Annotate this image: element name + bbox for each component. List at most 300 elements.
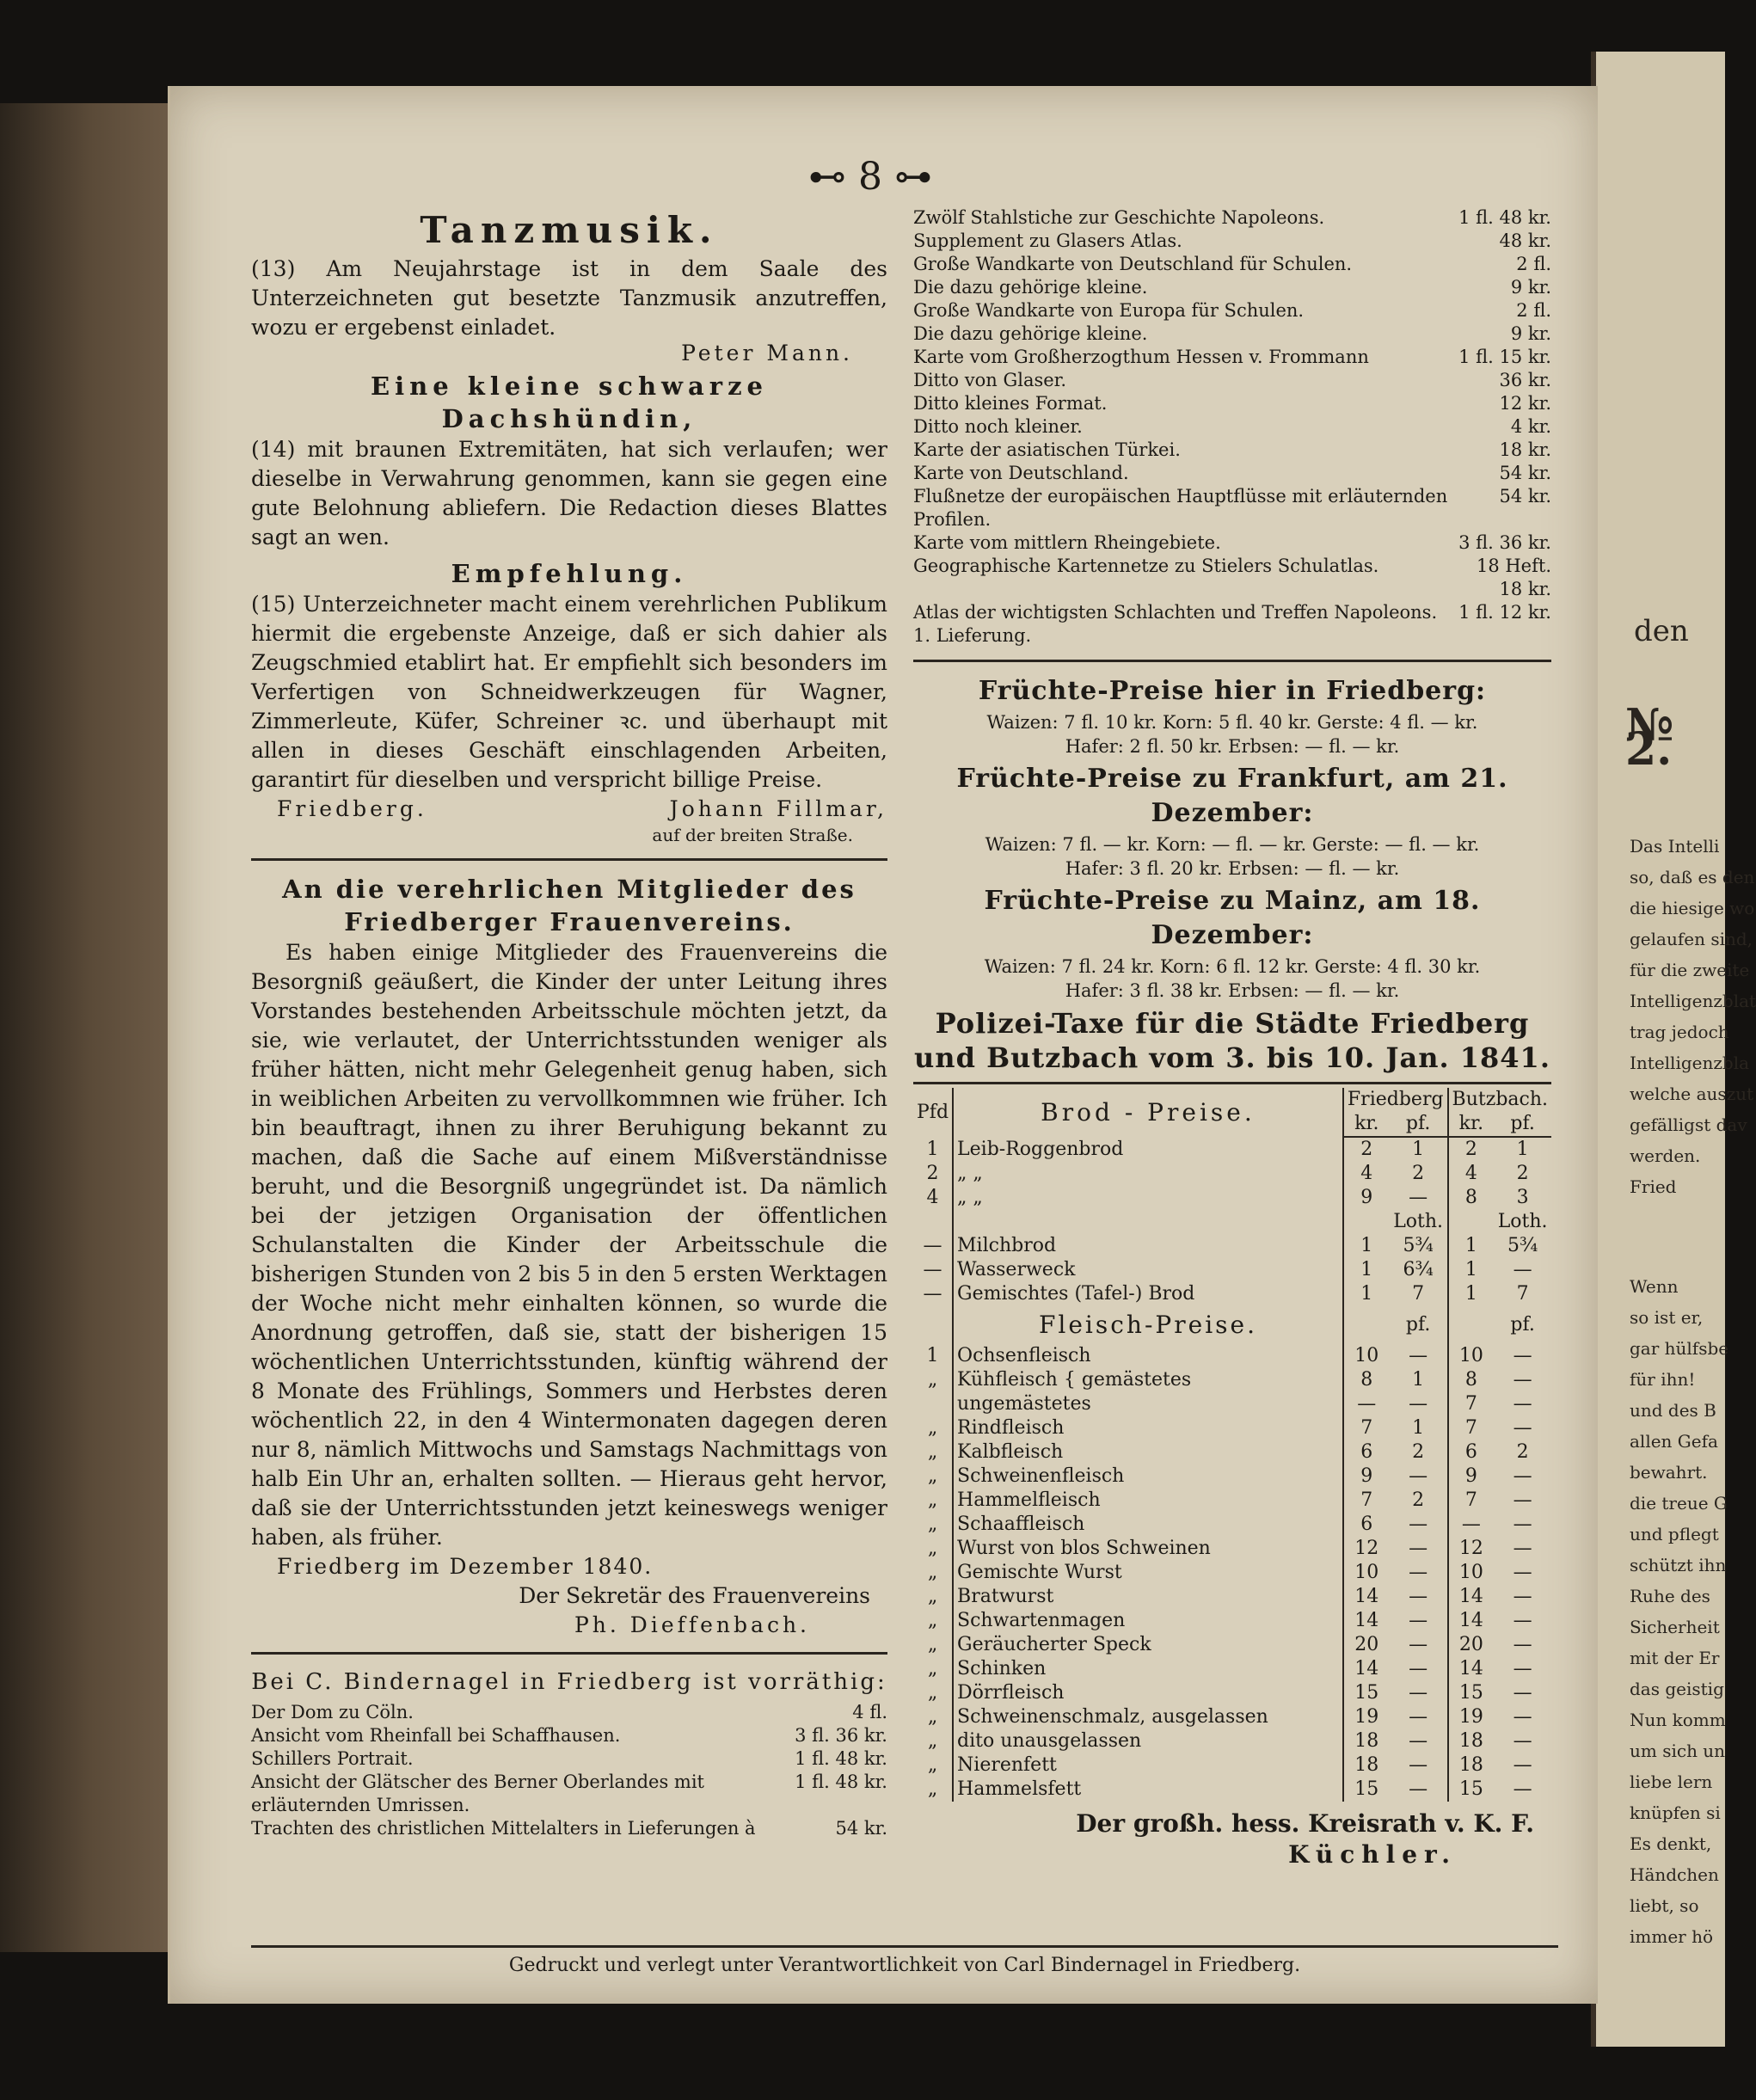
adjacent-text-fragment: werden. — [1630, 1145, 1701, 1166]
row-item: Nierenfett — [953, 1753, 1343, 1778]
row-item: Dörrfleisch — [953, 1681, 1343, 1705]
list-item — [913, 578, 1551, 601]
list-item — [913, 276, 1551, 299]
table-row — [913, 1464, 1551, 1489]
table-row — [913, 1729, 1551, 1753]
row-friedberg-kr: 2 — [1343, 1137, 1390, 1162]
list-item — [913, 415, 1551, 439]
item-name: Atlas der wichtigsten Schlachten und Treffen Napoleons. 1. Lieferung. — [913, 602, 1438, 646]
item-price: 1 fl. 48 kr. — [795, 1748, 887, 1769]
adjacent-text-fragment: welche auszut — [1630, 1084, 1754, 1104]
fruechte-friedberg-line1: Waizen: 7 fl. 10 kr. Korn: 5 fl. 40 kr. Gerste: 4 fl. — kr. — [986, 712, 1478, 733]
row-friedberg-pf: — — [1409, 1538, 1428, 1559]
row-friedberg-kr: 15 — [1343, 1778, 1390, 1802]
adjacent-text-fragment: Sicherheit — [1630, 1617, 1720, 1637]
frauenverein-date: Friedberg im Dezember 1840. — [277, 1554, 654, 1579]
row-friedberg-kr: 1 — [1343, 1258, 1390, 1282]
table-cell — [1343, 1210, 1390, 1234]
adjacent-text-fragment: schützt ihn — [1630, 1555, 1727, 1575]
row-friedberg-kr: 9 — [1343, 1464, 1390, 1489]
row-butzbach-kr: 8 — [1448, 1186, 1495, 1210]
list-item — [251, 1817, 887, 1840]
divider — [913, 1082, 1551, 1084]
bindernagel-ad — [251, 1667, 887, 1840]
fruechte-frankfurt — [913, 762, 1551, 881]
row-item: Wasserweck — [953, 1258, 1343, 1282]
list-item — [913, 531, 1551, 555]
row-butzbach-pf: — — [1513, 1730, 1532, 1752]
row-butzbach-kr: 12 — [1448, 1537, 1495, 1561]
row-butzbach-pf: — — [1513, 1682, 1532, 1704]
row-quantity: „ — [927, 1634, 938, 1655]
row-butzbach-pf: 7 — [1516, 1283, 1529, 1305]
item-price: 9 kr. — [1510, 323, 1551, 344]
item-price: 18 kr. — [1499, 439, 1551, 460]
row-butzbach-pf: — — [1513, 1754, 1532, 1776]
adjacent-text-fragment: knüpfen si — [1630, 1802, 1721, 1823]
row-butzbach-pf: — — [1513, 1417, 1532, 1439]
row-friedberg-kr: 18 — [1343, 1729, 1390, 1753]
row-butzbach-pf: — — [1513, 1514, 1532, 1535]
row-friedberg-pf: — — [1409, 1754, 1428, 1776]
empfehlung-place: Friedberg. — [277, 796, 427, 821]
item-name: Flußnetze der europäischen Hauptflüsse mit erläuternden Profilen. — [913, 486, 1448, 530]
table-row — [913, 1705, 1551, 1729]
row-friedberg-kr: 9 — [1343, 1186, 1390, 1210]
polizei-taxe — [913, 1006, 1551, 1870]
dachshund-text: (14) mit braunen Extremitäten, hat sich verlaufen; wer dieselbe in Verwahrung genommen, kann sie gegen eine gute Belohnung abliefern. Die Redaction dieses Blattes sagt an wen. — [251, 437, 887, 550]
row-butzbach-kr: 1 — [1448, 1258, 1495, 1282]
row-friedberg-kr: 6 — [1343, 1513, 1390, 1537]
row-butzbach-kr: 18 — [1448, 1729, 1495, 1753]
row-friedberg-kr: 7 — [1343, 1489, 1390, 1513]
item-price: 18 kr. — [1499, 579, 1551, 599]
row-butzbach-pf: — — [1513, 1706, 1532, 1728]
item-name: Karte vom Großherzogthum Hessen v. Frommann — [913, 347, 1369, 367]
row-butzbach-kr: 14 — [1448, 1585, 1495, 1609]
header-pf: pf. — [1390, 1112, 1448, 1137]
table-row — [913, 1137, 1551, 1162]
header-pfd: Pfd — [917, 1101, 949, 1123]
table-row — [913, 1778, 1551, 1802]
row-quantity: „ — [927, 1610, 938, 1631]
table-row — [913, 1633, 1551, 1657]
row-butzbach-kr: 20 — [1448, 1633, 1495, 1657]
row-quantity: „ — [927, 1562, 938, 1583]
item-price: 2 fl. — [1516, 254, 1551, 274]
table-row — [913, 1561, 1551, 1585]
row-quantity: „ — [927, 1465, 938, 1487]
list-item — [251, 1747, 887, 1771]
item-name: Supplement zu Glasers Atlas. — [913, 230, 1182, 251]
row-friedberg-kr: 1 — [1343, 1234, 1390, 1258]
empfehlung-signature — [251, 795, 887, 824]
row-item: „ „ — [953, 1186, 1343, 1210]
row-quantity: 1 — [926, 1138, 939, 1160]
row-quantity: „ — [927, 1778, 938, 1800]
table-row — [913, 1585, 1551, 1609]
list-item — [913, 369, 1551, 392]
row-butzbach-kr: 1 — [1448, 1282, 1495, 1306]
list-item — [251, 1771, 887, 1817]
header-pf: pf. — [1494, 1112, 1551, 1137]
row-butzbach-kr: 10 — [1448, 1344, 1495, 1368]
row-friedberg-pf: 2 — [1412, 1441, 1425, 1463]
bindernagel-title: Bei C. Bindernagel in Friedberg ist vorräthig: — [251, 1669, 887, 1695]
row-item: Rindfleisch — [953, 1416, 1343, 1440]
row-butzbach-pf: — — [1513, 1393, 1532, 1415]
row-quantity: „ — [927, 1682, 938, 1704]
table-row — [913, 1234, 1551, 1258]
fruechte-frankfurt-title: Früchte-Preise zu Frankfurt, am 21. Dezember: — [956, 764, 1508, 828]
row-item: „ „ — [953, 1162, 1343, 1186]
item-name: Geographische Kartennetze zu Stielers Schulatlas. — [913, 556, 1379, 576]
row-butzbach-kr: 14 — [1448, 1609, 1495, 1633]
table-row — [913, 1753, 1551, 1778]
row-item: Geräucherter Speck — [953, 1633, 1343, 1657]
adjacent-text-fragment: so ist er, — [1630, 1307, 1704, 1328]
row-friedberg-kr: 7 — [1343, 1416, 1390, 1440]
row-butzbach-pf: — — [1513, 1658, 1532, 1679]
frauenverein-sign1: Der Sekretär des Frauenvereins — [519, 1583, 870, 1608]
item-price: 1 fl. 48 kr. — [1458, 207, 1551, 228]
row-quantity: „ — [927, 1538, 938, 1559]
fleisch-title: Fleisch-Preise. — [953, 1306, 1343, 1344]
price-table — [913, 1088, 1551, 1802]
adjacent-text-fragment: mit der Er — [1630, 1648, 1720, 1668]
row-item: ungemästetes — [953, 1392, 1343, 1416]
table-row — [913, 1392, 1551, 1416]
row-friedberg-pf: 2 — [1412, 1163, 1425, 1184]
row-item: Schinken — [953, 1657, 1343, 1681]
row-butzbach-pf: 1 — [1516, 1139, 1529, 1160]
item-name: Der Dom zu Cöln. — [251, 1702, 414, 1722]
list-item — [913, 555, 1551, 578]
table-row — [913, 1416, 1551, 1440]
row-butzbach-pf: — — [1513, 1465, 1532, 1487]
fruechte-friedberg-line2: Hafer: 2 fl. 50 kr. Erbsen: — fl. — kr. — [1065, 736, 1400, 757]
page-number: ⊷ 8 ⊶ — [808, 155, 932, 199]
adjacent-text-fragment: liebe lern — [1630, 1771, 1713, 1792]
frauenverein-sign2: Ph. Dieffenbach. — [574, 1612, 810, 1637]
item-name: Ditto kleines Format. — [913, 393, 1108, 414]
tanzmusik-text: (13) Am Neujahrstage ist in dem Saale des Unterzeichneten gut besetzte Tanzmusik anzutreffen, wozu er ergebenst einladet. — [251, 256, 887, 340]
row-item: Kalbfleisch — [953, 1440, 1343, 1464]
row-item: Schwartenmagen — [953, 1609, 1343, 1633]
row-item: Bratwurst — [953, 1585, 1343, 1609]
taxe-sign1: Der großh. hess. Kreisrath v. K. F. — [1076, 1809, 1534, 1838]
row-friedberg-pf: — — [1409, 1706, 1428, 1728]
header-kr: kr. — [1343, 1112, 1390, 1137]
adjacent-text-fragment: Händchen — [1630, 1864, 1719, 1885]
header-pf: pf. — [1405, 1314, 1431, 1336]
taxe-sign2: Küchler. — [1288, 1840, 1457, 1869]
table-row — [913, 1609, 1551, 1633]
row-quantity: „ — [927, 1754, 938, 1776]
table-row — [913, 1513, 1551, 1537]
row-quantity: 1 — [926, 1345, 939, 1366]
header-kr: kr. — [1448, 1112, 1495, 1137]
fruechte-mainz-line2: Hafer: 3 fl. 38 kr. Erbsen: — fl. — kr. — [1065, 980, 1400, 1001]
row-butzbach-pf: — — [1513, 1538, 1532, 1559]
row-friedberg-kr: 8 — [1343, 1368, 1390, 1392]
adjacent-text-fragment: für ihn! — [1630, 1369, 1696, 1390]
dachshund-title: Eine kleine schwarze Dachshündin, — [371, 371, 768, 433]
row-item: Milchbrod — [953, 1234, 1343, 1258]
row-butzbach-pf: 5¾ — [1507, 1235, 1538, 1256]
row-quantity: „ — [927, 1658, 938, 1679]
header-butzbach: Butzbach. — [1448, 1088, 1551, 1112]
adjacent-text-fragment: um sich un — [1630, 1741, 1726, 1761]
fruechte-frankfurt-line2: Hafer: 3 fl. 20 kr. Erbsen: — fl. — kr. — [1065, 858, 1400, 879]
row-butzbach-pf: 2 — [1516, 1163, 1529, 1184]
row-butzbach-kr: 9 — [1448, 1464, 1495, 1489]
row-quantity: „ — [927, 1706, 938, 1728]
row-quantity: — — [923, 1235, 942, 1256]
empfehlung-sign-sub: auf der breiten Straße. — [652, 825, 853, 845]
row-friedberg-kr: 4 — [1343, 1162, 1390, 1186]
adjacent-text-fragment: bewahrt. — [1630, 1462, 1708, 1483]
row-item: dito unausgelassen — [953, 1729, 1343, 1753]
empfehlung-text: (15) Unterzeichneter macht einem verehrlichen Publikum hiermit die ergebenste Anzeige, daß er sich dahier als Zeugschmied etablirt hat. Er empfiehlt sich besonders im Verfertigen von Schneidwerkzeugen für Wagner, Zimmerleute, Küfer, Schreiner ꝛc. und überhaupt mit allen in dieses Geschäft einschlagenden Arbeiten, garantirt für dieselben und verspricht billige Preise. — [251, 592, 887, 792]
dachshund-notice — [251, 370, 887, 552]
table-row — [913, 1440, 1551, 1464]
row-butzbach-kr: — — [1448, 1513, 1495, 1537]
row-butzbach-kr: 14 — [1448, 1657, 1495, 1681]
row-butzbach-pf: — — [1513, 1778, 1532, 1800]
row-item: Gemischte Wurst — [953, 1561, 1343, 1585]
list-item — [251, 1701, 887, 1724]
table-cell — [913, 1210, 953, 1234]
adjacent-issue-number: № 2. — [1625, 699, 1674, 776]
taxe-title: Polizei-Taxe für die Städte Friedberg und Butzbach vom 3. bis 10. Jan. 1841. — [914, 1007, 1550, 1074]
row-quantity: „ — [927, 1489, 938, 1511]
frauenverein-title: An die verehrlichen Mitglieder des Friedberger Frauenvereins. — [282, 875, 857, 936]
item-name: Ditto von Glaser. — [913, 370, 1067, 390]
empfehlung-title: Empfehlung. — [451, 559, 688, 588]
item-name: Die dazu gehörige kleine. — [913, 323, 1148, 344]
row-friedberg-pf: 7 — [1412, 1283, 1425, 1305]
row-friedberg-kr: 14 — [1343, 1657, 1390, 1681]
item-name: Karte der asiatischen Türkei. — [913, 439, 1181, 460]
row-friedberg-kr: 10 — [1343, 1344, 1390, 1368]
bindernagel-item-list — [251, 1701, 887, 1840]
adjacent-text-fragment: gefälligst dav — [1630, 1114, 1747, 1135]
row-butzbach-kr: 6 — [1448, 1440, 1495, 1464]
row-item: Hammelsfett — [953, 1778, 1343, 1802]
loth-label: Loth. — [1497, 1211, 1548, 1232]
row-friedberg-pf: 1 — [1412, 1139, 1425, 1160]
table-row — [913, 1489, 1551, 1513]
row-friedberg-pf: — — [1409, 1610, 1428, 1631]
row-friedberg-pf: — — [1409, 1393, 1428, 1415]
row-friedberg-kr: 20 — [1343, 1633, 1390, 1657]
item-name: Schillers Portrait. — [251, 1748, 414, 1769]
row-quantity: 2 — [926, 1163, 939, 1184]
adjacent-text-fragment: Nun komm — [1630, 1710, 1726, 1730]
fleisch-header-row — [913, 1306, 1551, 1344]
row-item: Wurst von blos Schweinen — [953, 1537, 1343, 1561]
list-item — [913, 322, 1551, 346]
adjacent-text-fragment: Intelligenzbla — [1630, 1053, 1750, 1073]
item-name: Trachten des christlichen Mittelalters in Lieferungen à — [251, 1818, 756, 1839]
list-item — [913, 485, 1551, 531]
divider — [251, 858, 887, 861]
item-price: 3 fl. 36 kr. — [795, 1725, 887, 1746]
row-quantity: „ — [927, 1730, 938, 1752]
adjacent-text-fragment: und pflegt — [1630, 1524, 1719, 1544]
frauenverein-text: Es haben einige Mitglieder des Frauenvereins die Besorgniß geäußert, die Kinder der unter Leitung ihres Vorstandes bestehenden Arbeitsschule möchten jetzt, da sie, wie verlautet, der Unterrichtsstunden weniger als früher hätten, nicht mehr Gelegenheit genug haben, sich in weiblichen Arbeiten zu vervollkommnen wie früher. Ich bin beauftragt, ihnen zu ihrer Beruhigung bekannt zu machen, daß die Sache auf einem Mißverständnisse beruht, und die Besorgniß ungegründet ist. Da nämlich bei der jetzigen Organisation der öffentlichen Schulanstalten die Kinder der Arbeitsschule die bisherigen Stunden von 2 bis 5 in den 5 ersten Werktagen der Woche nicht mehr einhalten können, so wurde die Anordnung getroffen, daß sie, statt der bisherigen 15 wöchentlichen Unterrichtsstunden, künftig während der 8 Monate des Frühlings, Sommers und Herbstes deren wöchentlich 22, in den 4 Wintermonaten dagegen deren nur 8, nämlich Mittwochs und Samstags Nachmittags von halb Ein Uhr an, erhalten sollten. — Hieraus geht hervor, daß sie der Unterrichtsstunden jetzt keineswegs weniger haben, als früher. — [251, 940, 887, 1550]
item-price: 3 fl. 36 kr. — [1458, 532, 1551, 553]
row-friedberg-kr: 15 — [1343, 1681, 1390, 1705]
item-name: Ditto noch kleiner. — [913, 416, 1083, 437]
row-friedberg-pf: — — [1409, 1634, 1428, 1655]
row-friedberg-pf: — — [1409, 1658, 1428, 1679]
adjacent-text-fragment: trag jedoch — [1630, 1022, 1729, 1042]
row-quantity: „ — [927, 1514, 938, 1535]
frauenverein-notice — [251, 873, 887, 1640]
item-name: Karte vom mittlern Rheingebiete. — [913, 532, 1221, 553]
row-quantity: „ — [927, 1369, 938, 1391]
row-butzbach-kr: 15 — [1448, 1778, 1495, 1802]
row-butzbach-pf: — — [1513, 1562, 1532, 1583]
row-friedberg-pf: — — [1409, 1682, 1428, 1704]
adjacent-text-fragment: Intelligenzblat — [1630, 991, 1756, 1011]
row-butzbach-kr: 18 — [1448, 1753, 1495, 1778]
item-price: 2 fl. — [1516, 300, 1551, 321]
item-price: 48 kr. — [1499, 230, 1551, 251]
adjacent-text-fragment: Wenn — [1630, 1276, 1679, 1297]
header-friedberg: Friedberg — [1343, 1088, 1448, 1112]
table-row — [913, 1210, 1551, 1234]
row-friedberg-kr: 19 — [1343, 1705, 1390, 1729]
row-butzbach-kr: 7 — [1448, 1392, 1495, 1416]
table-row — [913, 1282, 1551, 1306]
header-pf: pf. — [1510, 1314, 1535, 1336]
row-butzbach-kr: 2 — [1448, 1137, 1495, 1162]
list-item — [913, 346, 1551, 369]
row-quantity: — — [923, 1283, 942, 1305]
loth-label: Loth. — [1393, 1211, 1444, 1232]
row-butzbach-kr: 19 — [1448, 1705, 1495, 1729]
row-friedberg-kr: 10 — [1343, 1561, 1390, 1585]
row-friedberg-pf: 6¾ — [1403, 1259, 1434, 1280]
list-item — [913, 253, 1551, 276]
row-friedberg-kr: 12 — [1343, 1537, 1390, 1561]
adjacent-text-fragment: für die zweite — [1630, 960, 1750, 980]
adjacent-heading: den — [1634, 614, 1689, 648]
table-row — [913, 1657, 1551, 1681]
empfehlung-sign: Johann Fillmar, — [669, 796, 887, 821]
list-item — [913, 462, 1551, 485]
tanzmusik-sign: Peter Mann. — [681, 341, 853, 365]
row-friedberg-kr: 14 — [1343, 1609, 1390, 1633]
table-row — [913, 1186, 1551, 1210]
item-price: 4 kr. — [1510, 416, 1551, 437]
row-friedberg-pf: — — [1409, 1465, 1428, 1487]
item-price: 54 kr. — [835, 1818, 887, 1839]
row-friedberg-pf: 2 — [1412, 1489, 1425, 1511]
table-header-row — [913, 1088, 1551, 1112]
row-item: Schweinenfleisch — [953, 1464, 1343, 1489]
table-row — [913, 1344, 1551, 1368]
imprint-footer: Gedruckt und verlegt unter Verantwortlichkeit von Carl Bindernagel in Friedberg. — [251, 1945, 1558, 1976]
row-friedberg-pf: — — [1409, 1562, 1428, 1583]
item-price: 1 fl. 12 kr. — [1458, 602, 1551, 623]
row-butzbach-kr: 7 — [1448, 1489, 1495, 1513]
adjacent-text-fragment: Fried — [1630, 1176, 1677, 1197]
table-cell — [1343, 1306, 1390, 1344]
left-column — [251, 206, 887, 1840]
row-friedberg-pf: — — [1409, 1778, 1428, 1800]
item-name: Ansicht der Glätscher des Berner Oberlandes mit erläuternden Umrissen. — [251, 1771, 704, 1815]
row-butzbach-pf: 2 — [1516, 1441, 1529, 1463]
row-butzbach-pf: — — [1513, 1586, 1532, 1607]
adjacent-text-fragment: und des B — [1630, 1400, 1716, 1421]
adjacent-text-fragment: die treue G — [1630, 1493, 1728, 1514]
fruechte-mainz-title: Früchte-Preise zu Mainz, am 18. Dezember: — [984, 886, 1481, 950]
adjacent-text-fragment: immer hö — [1630, 1926, 1714, 1947]
adjacent-text-fragment: allen Gefa — [1630, 1431, 1718, 1452]
header-brod: Brod - Preise. — [953, 1088, 1343, 1137]
item-name: Die dazu gehörige kleine. — [913, 277, 1148, 298]
row-butzbach-pf: — — [1513, 1610, 1532, 1631]
tanzmusik-title: Tanzmusik. — [420, 209, 719, 251]
row-butzbach-pf: — — [1513, 1489, 1532, 1511]
item-price: 18 Heft. — [1476, 556, 1551, 576]
row-item: Gemischtes (Tafel-) Brod — [953, 1282, 1343, 1306]
row-friedberg-kr: 18 — [1343, 1753, 1390, 1778]
row-friedberg-pf: — — [1409, 1187, 1428, 1208]
row-quantity: „ — [927, 1586, 938, 1607]
row-item: Ochsenfleisch — [953, 1344, 1343, 1368]
row-butzbach-pf: — — [1513, 1345, 1532, 1366]
item-name: Karte von Deutschland. — [913, 463, 1129, 483]
row-butzbach-pf: — — [1513, 1634, 1532, 1655]
row-friedberg-pf: 1 — [1412, 1417, 1425, 1439]
item-price: 9 kr. — [1510, 277, 1551, 298]
row-friedberg-pf: — — [1409, 1514, 1428, 1535]
row-quantity: „ — [927, 1417, 938, 1439]
row-butzbach-pf: — — [1513, 1369, 1532, 1391]
row-friedberg-pf: — — [1409, 1730, 1428, 1752]
table-row — [913, 1162, 1551, 1186]
table-cell — [913, 1306, 953, 1344]
item-price: 12 kr. — [1499, 393, 1551, 414]
right-column — [913, 206, 1551, 1870]
item-price: 4 fl. — [852, 1702, 887, 1722]
row-butzbach-kr: 4 — [1448, 1162, 1495, 1186]
list-item — [913, 601, 1551, 648]
row-butzbach-kr: 15 — [1448, 1681, 1495, 1705]
row-quantity: 4 — [926, 1187, 939, 1208]
item-price: 1 fl. 15 kr. — [1458, 347, 1551, 367]
item-name: Große Wandkarte von Europa für Schulen. — [913, 300, 1305, 321]
row-butzbach-kr: 10 — [1448, 1561, 1495, 1585]
adjacent-text-fragment: gelaufen sind, — [1630, 929, 1753, 949]
row-friedberg-pf: — — [1409, 1345, 1428, 1366]
row-quantity: — — [923, 1259, 942, 1280]
fruechte-frankfurt-line1: Waizen: 7 fl. — kr. Korn: — fl. — kr. Gerste: — fl. — kr. — [985, 834, 1480, 855]
divider — [251, 1652, 887, 1655]
row-item: Schweinenschmalz, ausgelassen — [953, 1705, 1343, 1729]
row-quantity — [913, 1392, 953, 1416]
fruechte-friedberg — [913, 674, 1551, 758]
table-row — [913, 1537, 1551, 1561]
row-butzbach-kr: 1 — [1448, 1234, 1495, 1258]
row-friedberg-pf: 1 — [1412, 1369, 1425, 1391]
adjacent-text-fragment: gar hülfsbe — [1630, 1338, 1729, 1359]
